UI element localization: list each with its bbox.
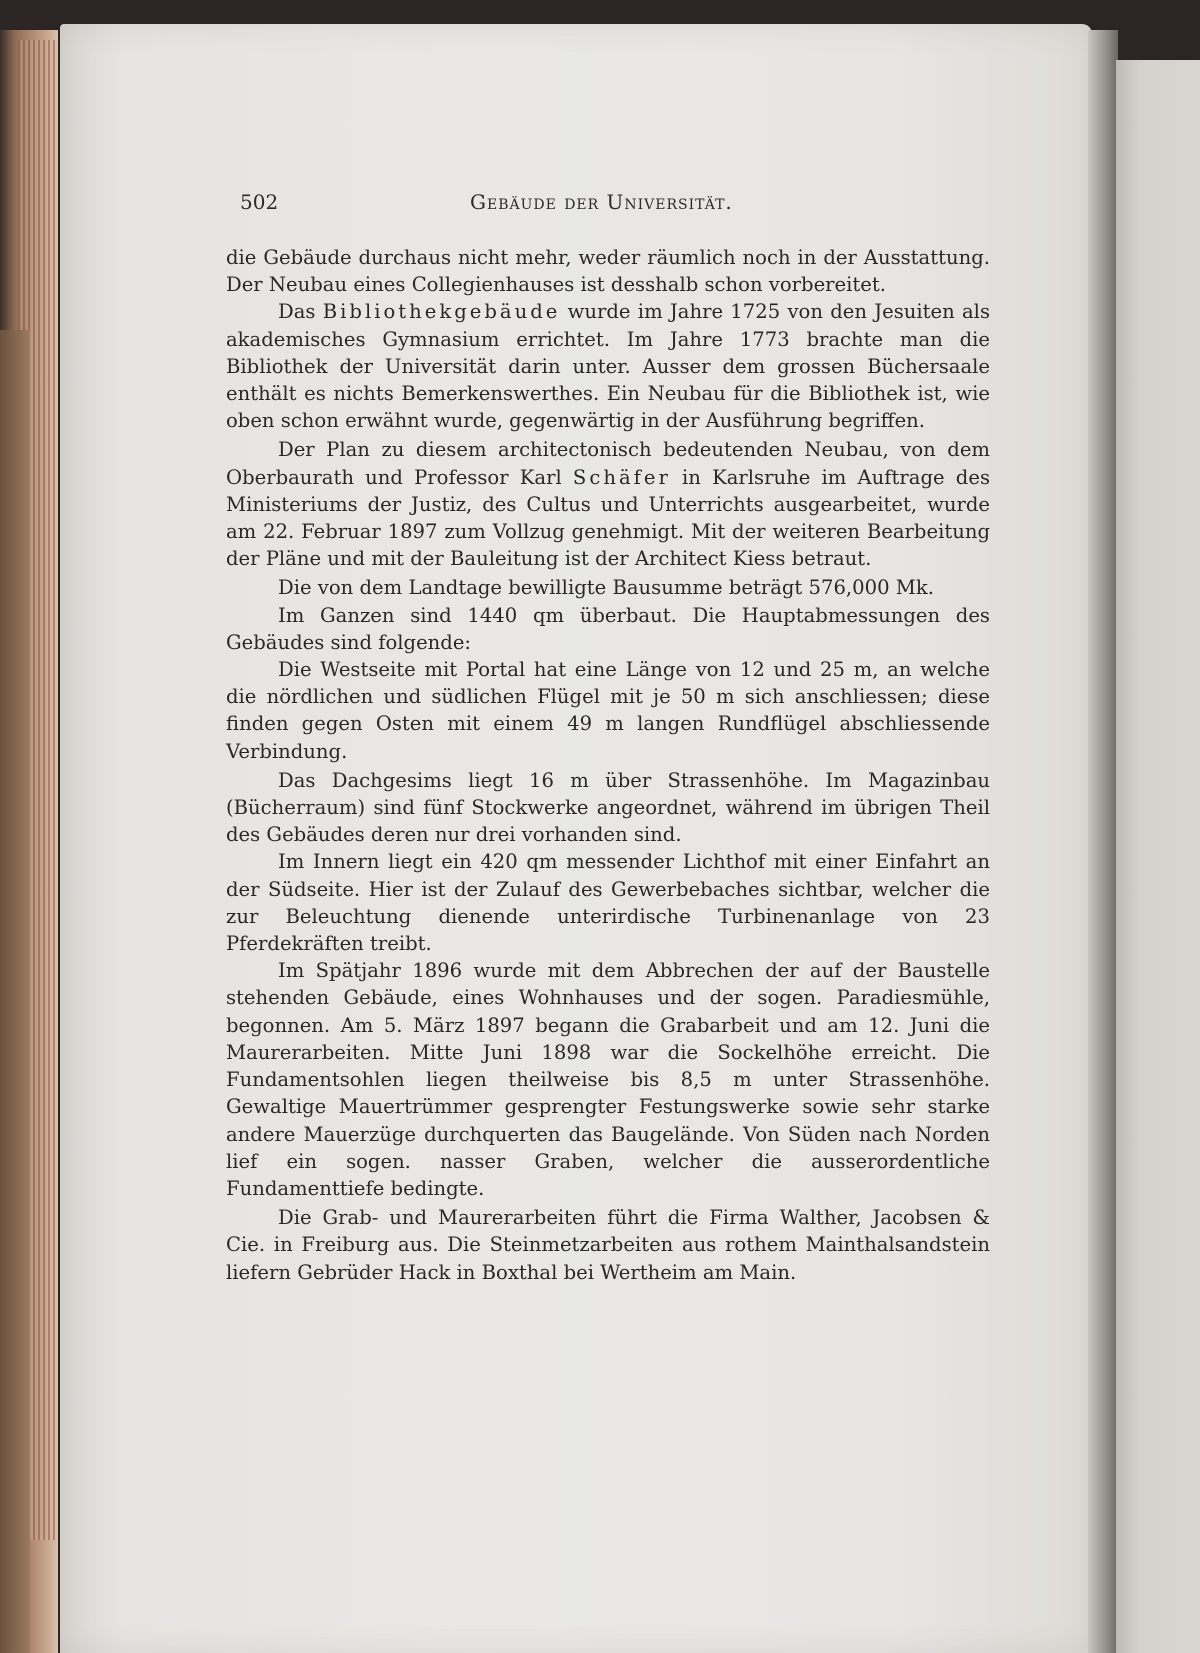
page-header: [240, 190, 960, 220]
paragraph-text: Das: [278, 300, 323, 324]
page-body: [226, 244, 990, 1286]
book-cover-edge: [0, 330, 30, 1653]
book-gutter: [1088, 30, 1118, 1653]
running-title: Gebäude der Universität.: [470, 190, 733, 214]
paragraph: Im Innern liegt ein 420 qm messender Lichthof mit einer Einfahrt an der Südseite. Hier ist der Zulauf des Gewerbebaches sichtbar, welcher die zur Beleuchtung dienende unterirdische Turbinenanlage von 23 Pferdekräften treibt.: [226, 850, 990, 956]
paragraph: Im Ganzen sind 1440 qm überbaut. Die Hauptabmessungen des Gebäudes sind folgende:: [226, 603, 990, 654]
paragraph: [226, 298, 990, 434]
paragraph: Die Grab- und Maurerarbeiten führt die Firma Walther, Jacobsen & Cie. in Freiburg aus. Die Steinmetzarbeiten aus rothem Mainthalsandstein liefern Gebrüder Hack in Boxthal bei Wertheim am Main.: [226, 1206, 990, 1284]
paragraph: Die von dem Landtage bewilligte Bausumme beträgt 576,000 Mk.: [278, 576, 934, 600]
paragraph: Das Dachgesims liegt 16 m über Strassenhöhe. Im Magazinbau (Bücherraum) sind fünf Stockwerke angeordnet, während im übrigen Theil des Gebäudes deren nur drei vorhanden sind.: [226, 768, 990, 847]
paragraph: Die Westseite mit Portal hat eine Länge von 12 und 25 m, an welche die nördlichen und südlichen Flügel mit je 50 m sich anschliessen; diese finden gegen Osten mit einem 49 m langen Rundflügel abschliessende Verbindung.: [226, 658, 990, 763]
paragraph-text: Der Plan zu diesem architectonisch bedeutenden Neubau, von dem Oberbaurath und Professor Karl: [226, 438, 990, 489]
facing-page-edge: [1116, 60, 1200, 1653]
paragraph: [226, 436, 990, 572]
paragraph-text: wurde im Jahre 1725 von den Jesuiten als akademisches Gymnasium errichtet. Im Jahre 1773 brachte man die Bibliothek der Universität darin unter. Ausser dem grossen Büchersaale enthält es nichts Bemerkenswerthes. Ein Neubau für die Bibliothek ist, wie oben schon erwähnt wurde, gegenwärtig in der Ausführung begriffen.: [226, 300, 990, 433]
spaced-term: Bibliothekgebäude: [322, 300, 561, 324]
paragraph: die Gebäude durchaus nicht mehr, weder räumlich noch in der Ausstattung. Der Neubau eines Collegienhauses ist desshalb schon vorbereitet.: [226, 246, 990, 297]
page-number: 502: [240, 190, 279, 214]
spaced-term: Schäfer: [572, 465, 671, 489]
book-edge-left: [0, 30, 58, 1653]
paragraph-text: in Karlsruhe im Auftrage des Ministeriums der Justiz, des Cultus und Unterrichts ausgearbeitet, wurde am 22. Februar 1897 zum Vollzug genehmigt. Mit der weiteren Bearbeitung der Pläne und mit der Bauleitung ist der Architect Kiess betraut.: [226, 465, 990, 571]
paragraph: Im Spätjahr 1896 wurde mit dem Abbrechen der auf der Baustelle stehenden Gebäude, eines Wohnhauses und der sogen. Paradiesmühle, begonnen. Am 5. März 1897 begann die Grabarbeit und am 12. Juni die Maurerarbeiten. Mitte Juni 1898 war die Sockelhöhe erreicht. Die Fundamentsohlen liegen theilweise bis 8,5 m unter Strassenhöhe. Gewaltige Mauertrümmer gesprengter Festungswerke sowie sehr starke andere Mauerzüge durchquerten das Baugelände. Von Süden nach Norden lief ein sogen. nasser Graben, welcher die ausserordentliche Fundamenttiefe bedingte.: [226, 959, 990, 1200]
